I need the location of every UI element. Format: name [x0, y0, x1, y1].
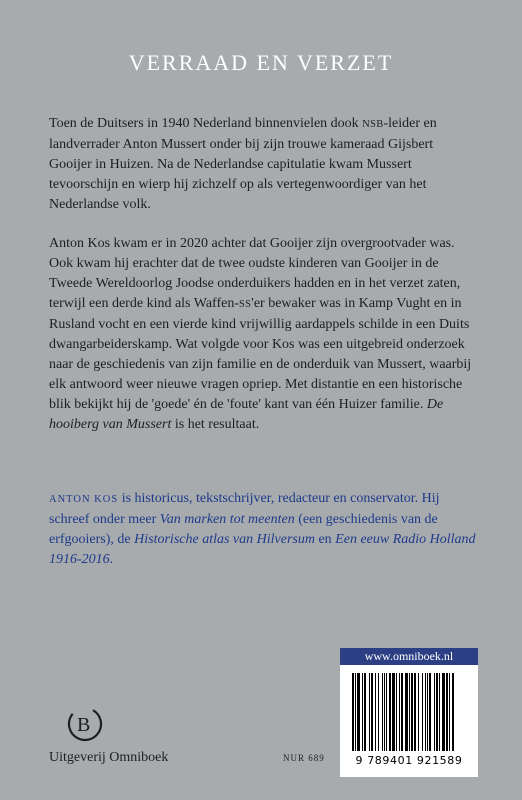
barcode-bar	[384, 673, 385, 751]
barcode-bar	[434, 673, 435, 751]
bio-text-1: is historicus, tekstschrijver, redacteur en conservator. Hij schreef onder meer	[49, 491, 440, 527]
svg-text:B: B	[77, 714, 91, 736]
blurb-2-end: is het resultaat.	[171, 417, 260, 432]
blurb-paragraph-2	[49, 234, 479, 435]
barcode-bar	[427, 673, 428, 751]
barcode-bar	[446, 673, 448, 751]
bio-book-3: Een eeuw Radio Holland 1916-2016	[49, 532, 476, 567]
barcode-bar	[375, 673, 376, 751]
barcode-bar	[392, 673, 395, 751]
publisher-name: Uitgeverij Omniboek	[49, 750, 169, 765]
barcode-bar	[405, 673, 408, 751]
barcode-bar	[369, 673, 370, 751]
barcode-bar	[452, 673, 454, 751]
blurb-1-part-1: Toen de Duitsers in 1940 Nederland binnenvielen dook	[49, 116, 363, 131]
barcode-bar	[355, 673, 356, 751]
barcode-bar	[386, 673, 387, 751]
barcode-bar	[378, 673, 379, 751]
barcode-bar	[364, 673, 366, 751]
barcode-bar	[371, 673, 373, 751]
isbn-number: 9 789401 921589	[355, 754, 463, 767]
barcode-bar	[422, 673, 423, 751]
barcode-bars	[350, 673, 468, 753]
author-bio	[49, 489, 479, 570]
barcode-bar	[382, 673, 383, 751]
barcode-bar	[352, 673, 354, 751]
barcode-bar	[442, 673, 445, 751]
barcode-bar	[399, 673, 400, 751]
barcode-bar	[409, 673, 410, 751]
isbn-barcode	[340, 665, 478, 777]
barcode-bar	[414, 673, 416, 751]
bio-book-2: Historische atlas van Hilversum	[134, 532, 315, 547]
barcode-bar	[429, 673, 431, 751]
barcode-bar	[436, 673, 438, 751]
website-url[interactable]: www.omniboek.nl	[340, 648, 478, 665]
barcode-bar	[396, 673, 397, 751]
blurb-2-part-1: Anton Kos kwam er in 2020 achter dat Gooijer zijn overgrootvader was. Ook kwam hij erachter dat de twee oudste kinderen van Gooijer in de Tweede Wereldoorlog Joodse onderduikers hadden en in het verzet zaten, terwijl een derde kind als Waffen-	[49, 236, 461, 311]
author-name: ANTON KOS	[49, 494, 119, 505]
barcode-bar	[449, 673, 450, 751]
book-title: De hooiberg van Mussert	[49, 397, 444, 432]
nur-code: NUR 689	[283, 753, 325, 763]
barcode-bar	[439, 673, 440, 751]
back-cover-title: VERRAAD EN VERZET	[128, 50, 394, 75]
blurb-2-part-2: 'er bewaker was in Kamp Vught en in Rusland vocht en een vierde kind vrijwillig aardappels schilde in een Duits dwangarbeiderskamp. Wat volgde voor Kos was een uitgebreid onderzoek naar de geschiedenis van zijn familie en de onderduik van Mussert, waarbij elk antwoord weer nieuwe vragen opriep. Met distantie en een historische blik bekijkt hij de 'goede' én de 'foute' kant van één Huizer familie.	[49, 296, 472, 412]
barcode-bar	[362, 673, 363, 751]
barcode-bar	[418, 673, 419, 751]
blurb-paragraph-1	[49, 114, 479, 215]
blurb-1-part-2: -leider en landverrader Anton Mussert onder bij zijn trouwe kameraad Gijsbert Gooijer in Huizen. Na de Nederlandse capitulatie kwam Mussert tevoorschijn en wierp hij zichzelf op als vertegenwoordiger van het Nederlandse volk.	[49, 116, 437, 212]
barcode-bar	[425, 673, 426, 751]
bio-text-4: .	[109, 552, 114, 567]
barcode-bar	[411, 673, 413, 751]
bio-text-3: en	[314, 532, 336, 547]
barcode-bar	[401, 673, 403, 751]
nsb-abbreviation: NSB	[362, 119, 384, 130]
barcode-bar	[389, 673, 391, 751]
bio-book-1: Van marken tot meenten	[159, 512, 295, 527]
barcode-bar	[357, 673, 360, 751]
bio-text-2: (een geschiedenis van de erfgooiers), de	[49, 512, 438, 547]
omniboek-logo-icon	[63, 694, 103, 751]
ss-abbreviation: SS	[239, 299, 252, 310]
